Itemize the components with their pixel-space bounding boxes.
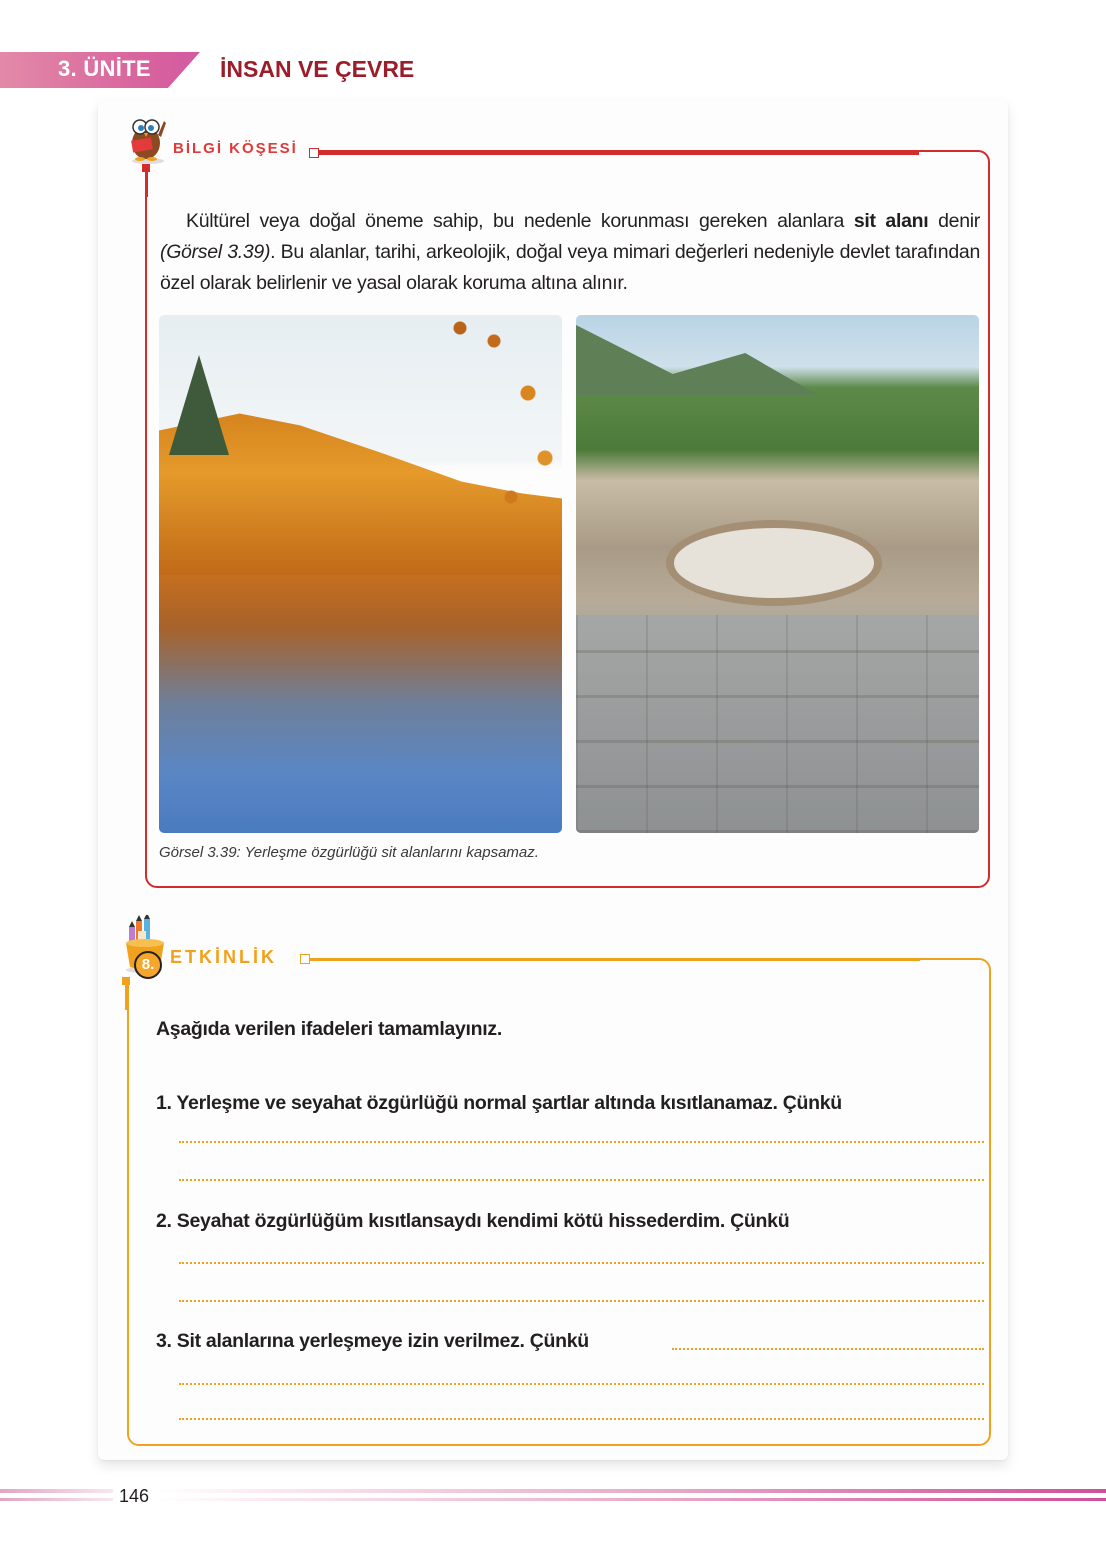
unit-title: İNSAN VE ÇEVRE [220,56,415,82]
activity-header-square [300,954,310,964]
info-text-part2: denir [928,210,980,232]
photo-ancient-theatre [576,315,979,833]
info-text-part3: . Bu alanlar, tarihi, arkeolojik, doğal veya mimari değerleri nedeniyle devlet tarafından özel olarak belirlenir ve yasal olarak koruma altına alınır. [160,241,980,294]
info-text-figure-ref: (Görsel 3.39) [160,241,271,263]
activity-instruction: Aşağıda verilen ifadeleri tamamlayınız. [156,1018,502,1040]
question-2: 2. Seyahat özgürlüğüm kısıtlansaydı kendimi kötü hissederdim. Çünkü [156,1210,790,1232]
page-number: 146 [113,1486,155,1507]
figure-caption: Görsel 3.39: Yerleşme özgürlüğü sit alanlarını kapsamaz. [159,844,539,861]
activity-header-line [310,958,920,961]
photo-stones-shape [576,615,979,833]
owl-reading-icon [124,113,172,165]
unit-label: 3. ÜNİTE [58,56,151,81]
photo-autumn-lake [159,315,562,833]
answer-line-3-inline[interactable] [672,1348,984,1350]
info-header-square [309,148,319,158]
photo-pine-shape [169,355,229,455]
activity-label: ETKİNLİK [170,947,277,967]
answer-line-3a[interactable] [179,1383,984,1385]
activity-number-badge: 8. [134,951,162,979]
footer-stripe-top [0,1489,1106,1493]
info-stem-line [145,167,148,197]
info-corner-label: BİLGİ KÖŞESİ [173,140,298,157]
photo-leaves-shape [392,315,562,575]
info-header-line [319,152,919,155]
answer-line-1b[interactable] [179,1179,984,1181]
info-text-bold-term: sit alanı [853,210,929,232]
answer-line-3b[interactable] [179,1418,984,1420]
info-text-part1: Kültürel veya doğal öneme sahip, bu nedenle korunması gereken alanlara [186,210,854,232]
answer-line-2b[interactable] [179,1300,984,1302]
footer-stripe-bottom [0,1498,1106,1501]
activity-stem-line [125,980,128,1010]
info-paragraph [160,206,980,299]
photo-theatre-shape [666,520,882,606]
question-3: 3. Sit alanlarına yerleşmeye izin verilmez. Çünkü [156,1330,589,1352]
question-1: 1. Yerleşme ve seyahat özgürlüğü normal şartlar altında kısıtlanamaz. Çünkü [156,1092,842,1114]
answer-line-1a[interactable] [179,1141,984,1143]
answer-line-2a[interactable] [179,1262,984,1264]
photo-mountain-shape [576,325,818,395]
